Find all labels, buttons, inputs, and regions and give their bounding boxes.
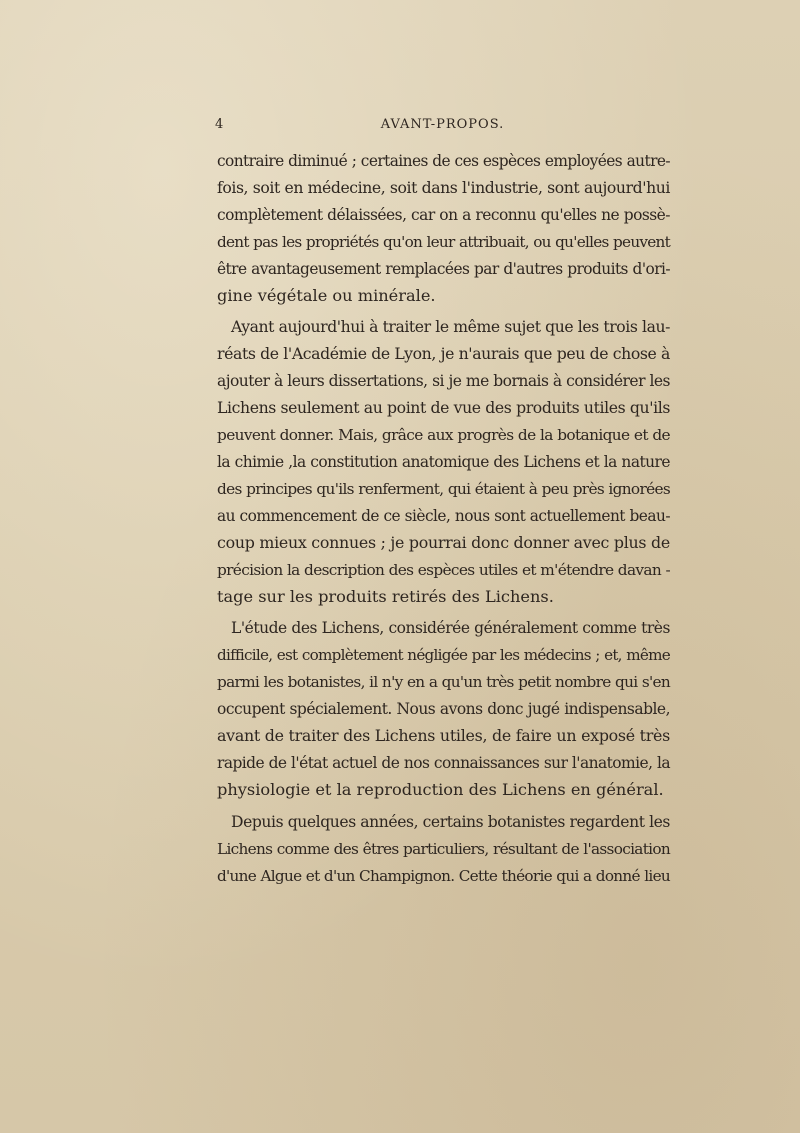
text-line: tage sur les produits retirés des Lichens.: [217, 586, 554, 606]
paragraph: [217, 809, 670, 890]
text-line: occupent spécialement. Nous avons donc jugé indispensable,: [217, 700, 670, 719]
page-number: 4: [215, 117, 225, 132]
text-line: peuvent donner. Mais, grâce aux progrès de la botanique et de: [217, 426, 670, 445]
text-line: L'étude des Lichens, considérée généralement comme très: [231, 619, 670, 638]
text-line: la chimie ,la constitution anatomique des Lichens et la nature: [217, 452, 670, 471]
text-line: rapide de l'état actuel de nos connaissances sur l'anatomie, la: [217, 753, 670, 772]
paragraph: [217, 314, 670, 610]
text-line: Ayant aujourd'hui à traiter le même sujet que les trois lau-: [231, 318, 670, 337]
text-line: d'une Algue et d'un Champignon. Cette théorie qui a donné lieu: [217, 866, 670, 885]
paragraph: [217, 615, 670, 803]
text-line: Lichens comme des êtres particuliers, résultant de l'association: [217, 839, 670, 858]
text-line: physiologie et la reproduction des Lichens en général.: [217, 779, 664, 799]
text-line: des principes qu'ils renferment, qui étaient à peu près ignorées: [217, 479, 670, 498]
page-header: [215, 117, 670, 137]
text-line: dent pas les propriétés qu'on leur attribuait, ou qu'elles peuvent: [217, 232, 670, 251]
text-line: contraire diminué ; certaines de ces espèces employées autre-: [217, 152, 670, 170]
text-line: au commencement de ce siècle, nous sont actuellement beau-: [217, 506, 670, 525]
text-line: être avantageusement remplacées par d'autres produits d'ori-: [217, 259, 670, 278]
text-line: gine végétale ou minérale.: [217, 285, 436, 305]
text-line: coup mieux connues ; je pourrai donc donner avec plus de: [217, 532, 670, 552]
text-line: fois, soit en médecine, soit dans l'industrie, sont aujourd'hui: [217, 177, 670, 197]
text-line: précision la description des espèces utiles et m'étendre davan -: [217, 560, 670, 579]
text-line: difficile, est complètement négligée par les médecins ; et, même: [217, 646, 670, 665]
text-line: Lichens seulement au point de vue des produits utiles qu'ils: [217, 398, 670, 418]
running-head: AVANT-PROPOS.: [380, 117, 505, 132]
body-text: [217, 148, 670, 889]
text-line: Depuis quelques années, certains botanistes regardent les: [231, 812, 671, 831]
paragraph: [217, 148, 670, 309]
text-line: avant de traiter des Lichens utiles, de faire un exposé très: [217, 726, 670, 746]
text-line: réats de l'Académie de Lyon, je n'aurais que peu de chose à: [217, 344, 670, 364]
text-line: parmi les botanistes, il n'y en a qu'un très petit nombre qui s'en: [217, 673, 670, 692]
text-line: complètement délaissées, car on a reconnu qu'elles ne possè-: [217, 205, 670, 224]
text-line: ajouter à leurs dissertations, si je me bornais à considérer les: [217, 372, 670, 391]
